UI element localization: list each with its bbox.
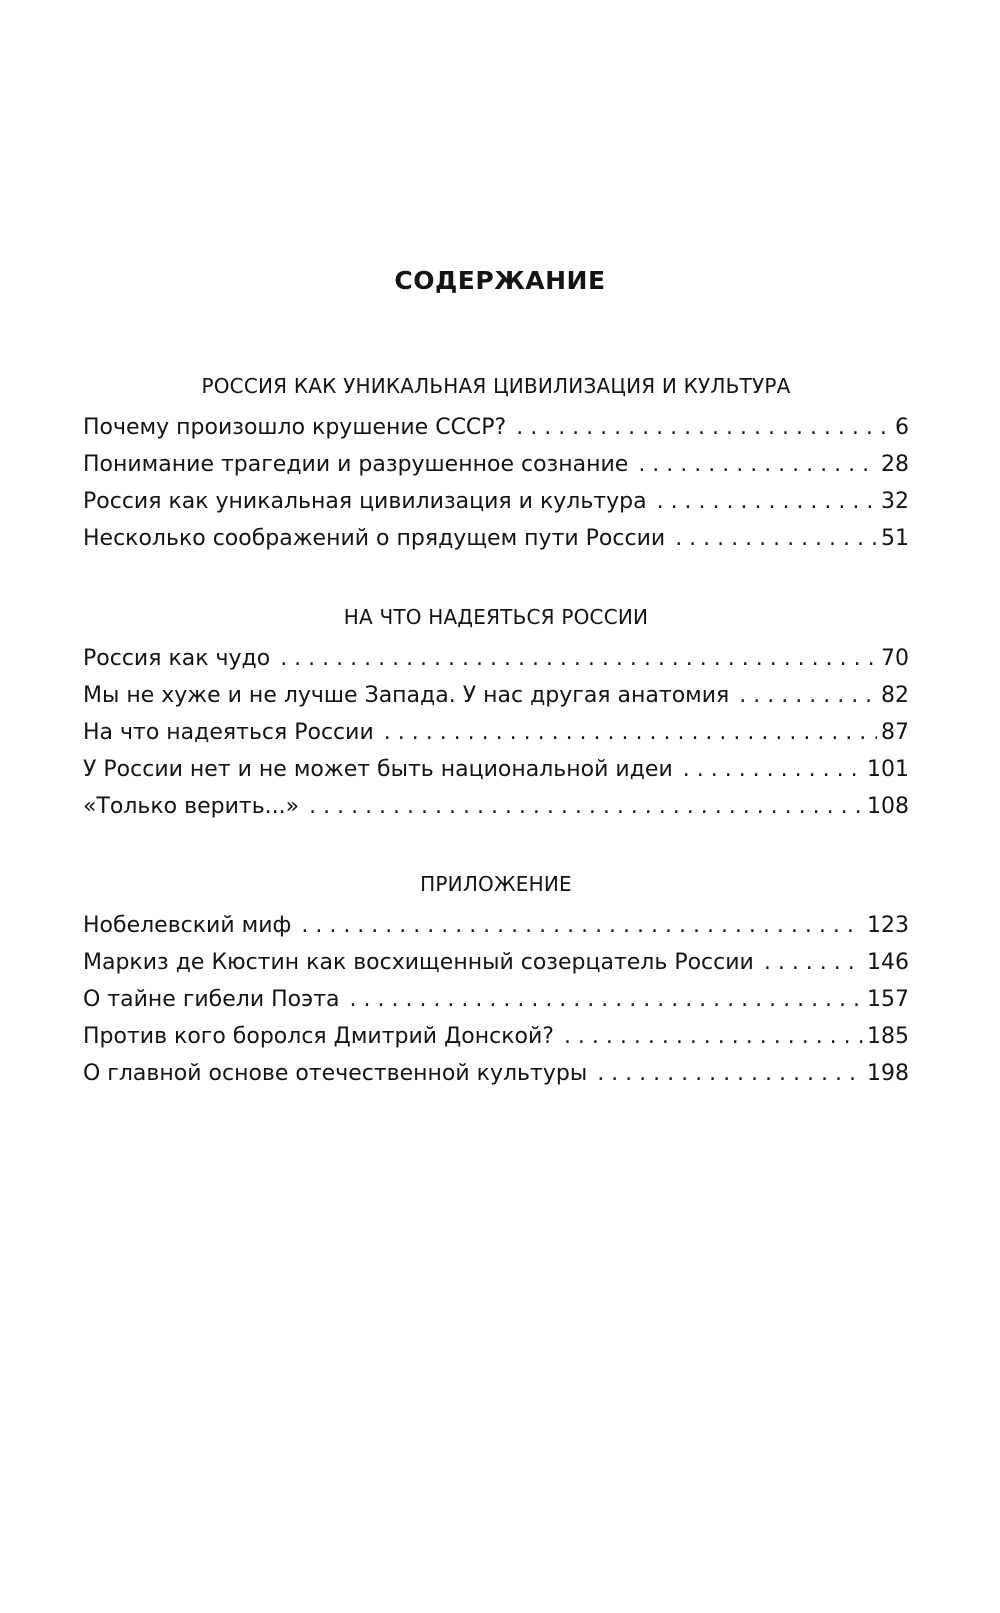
toc-title: СОДЕРЖАНИЕ [394,266,606,295]
entry-title: Понимание трагедии и разрушенное сознание [83,452,629,477]
entry-page-number: 157 [867,987,909,1012]
dot-leader [350,981,863,1018]
toc-section-3 [83,867,909,1092]
toc-entry[interactable] [83,981,909,1018]
entry-title: Против кого боролся Дмитрий Донской? [83,1024,554,1049]
toc-entry[interactable] [83,714,909,751]
toc-entry[interactable] [83,677,909,714]
entry-page-number: 82 [881,683,909,708]
dot-leader [675,520,877,557]
dot-leader [309,788,863,825]
entry-title: «Только верить...» [83,794,300,819]
entry-title: О тайне гибели Поэта [83,987,340,1012]
entry-title: Несколько соображений о прядущем пути России [83,526,666,551]
toc-entry[interactable] [83,640,909,677]
toc-entry[interactable] [83,788,909,825]
section-heading: НА ЧТО НАДЕЯТЬСЯ РОССИИ [343,605,649,629]
entry-page-number: 6 [895,415,909,440]
dot-leader [638,446,877,483]
entry-page-number: 108 [867,794,909,819]
entry-page-number: 198 [867,1061,909,1086]
entry-page-number: 70 [881,646,909,671]
dot-leader [739,677,877,714]
toc-entry[interactable] [83,1018,909,1055]
entry-title: Россия как уникальная цивилизация и культура [83,489,647,514]
toc-entry[interactable] [83,520,909,557]
dot-leader [301,907,863,944]
entry-title: На что надеяться России [83,720,374,745]
dot-leader [564,1018,863,1055]
entry-page-number: 32 [881,489,909,514]
toc-entry[interactable] [83,751,909,788]
toc-section-1 [83,369,909,557]
dot-leader [683,751,863,788]
toc-entry[interactable] [83,1055,909,1092]
entry-title: Мы не хуже и не лучше Запада. У нас другая анатомия [83,683,730,708]
entry-page-number: 87 [881,720,909,745]
entry-page-number: 146 [867,950,909,975]
section-heading: РОССИЯ КАК УНИКАЛЬНАЯ ЦИВИЛИЗАЦИЯ И КУЛЬТУРА [201,374,791,398]
dot-leader [764,944,863,981]
dot-leader [516,409,891,446]
entry-title: У России нет и не может быть национальной идеи [83,757,673,782]
toc-entry[interactable] [83,446,909,483]
toc-entry[interactable] [83,483,909,520]
dot-leader [657,483,877,520]
toc-entry[interactable] [83,944,909,981]
toc-section-2 [83,600,909,825]
toc-entry[interactable] [83,409,909,446]
entry-page-number: 123 [867,913,909,938]
entry-title: Маркиз де Кюстин как восхищенный созерцатель России [83,950,754,975]
entry-page-number: 51 [881,526,909,551]
entry-page-number: 185 [867,1024,909,1049]
entry-page-number: 28 [881,452,909,477]
dot-leader [280,640,877,677]
dot-leader [597,1055,863,1092]
entry-page-number: 101 [867,757,909,782]
entry-title: Нобелевский миф [83,913,292,938]
toc-entry[interactable] [83,907,909,944]
entry-title: О главной основе отечественной культуры [83,1061,588,1086]
entry-title: Россия как чудо [83,646,271,671]
dot-leader [384,714,877,751]
section-heading: ПРИЛОЖЕНИЕ [420,872,572,896]
entry-title: Почему произошло крушение СССР? [83,415,507,440]
